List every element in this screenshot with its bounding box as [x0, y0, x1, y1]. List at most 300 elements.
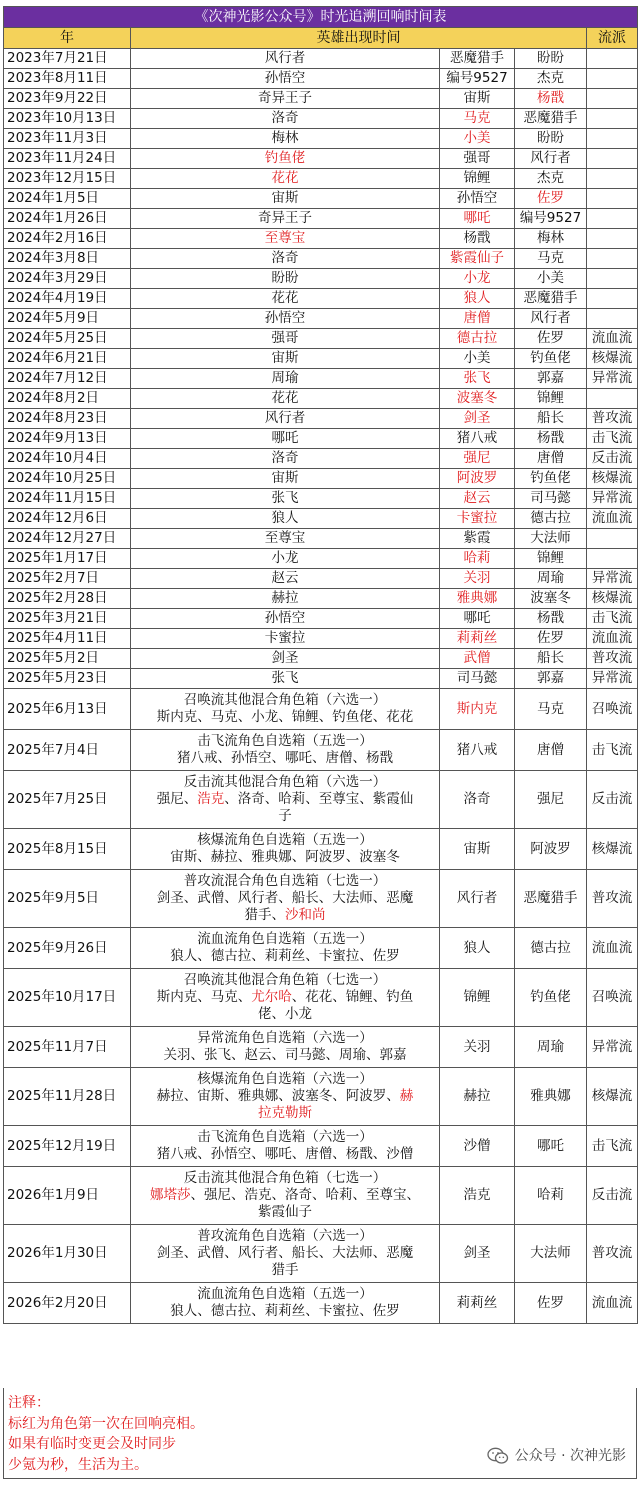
date-cell: 2025年3月21日 [4, 609, 131, 629]
date-cell: 2024年1月5日 [4, 189, 131, 209]
hero-primary-cell [131, 870, 440, 928]
hero-tertiary-cell [515, 429, 587, 449]
hero-secondary-cell [440, 349, 515, 369]
hero-tertiary-cell [515, 1167, 587, 1225]
cell-text: 杰克 [537, 70, 564, 86]
cell-text: 猎手 [271, 1262, 299, 1278]
hero-primary-cell [131, 829, 440, 870]
highlight-name: 唐僧 [463, 310, 491, 326]
hero-secondary-cell [440, 289, 515, 309]
hero-secondary-cell [440, 69, 515, 89]
cell-text: 杨戬 [537, 430, 564, 446]
cell-text: 梅林 [271, 130, 299, 146]
date-cell: 2023年11月24日 [4, 149, 131, 169]
hero-secondary-cell [440, 1126, 515, 1167]
hero-primary-cell [131, 389, 440, 409]
hero-tertiary-cell [515, 569, 587, 589]
style-cell: 核爆流 [587, 349, 638, 369]
highlight-name: 莉莉丝 [456, 630, 498, 646]
style-cell: 核爆流 [587, 1068, 638, 1126]
date-cell: 2025年6月13日 [4, 689, 131, 730]
date-cell: 2026年1月9日 [4, 1167, 131, 1225]
hero-tertiary-cell [515, 469, 587, 489]
cell-text: 、花花、锦鲤、钓鱼 [291, 989, 414, 1005]
date-cell: 2023年10月13日 [4, 109, 131, 129]
cell-text: 钓鱼佬 [530, 989, 571, 1005]
style-cell: 召唤流 [587, 689, 638, 730]
table-row [4, 529, 638, 549]
hero-primary-cell [131, 589, 440, 609]
hero-tertiary-cell [515, 169, 587, 189]
cell-text: 召唤流其他混合角色箱（七选一） [183, 972, 387, 988]
hero-primary-cell [131, 509, 440, 529]
table-row [4, 1068, 638, 1126]
style-cell [587, 49, 638, 69]
hero-tertiary-cell [515, 870, 587, 928]
style-cell: 异常流 [587, 489, 638, 509]
header-style: 流派 [587, 28, 638, 49]
cell-text: 击飞流角色自选箱（六选一） [197, 1129, 373, 1145]
cell-text: 阿波罗 [530, 840, 571, 857]
hero-secondary-cell [440, 549, 515, 569]
highlight-name: 雅典娜 [456, 590, 498, 606]
table-row [4, 969, 638, 1027]
highlight-name: 佐罗 [537, 190, 564, 206]
table-row [4, 489, 638, 509]
cell-text: 、洛奇、哈莉、至尊宝、紫霞仙 [224, 791, 414, 807]
date-cell: 2025年11月7日 [4, 1027, 131, 1068]
hero-primary-cell [131, 129, 440, 149]
date-cell: 2024年11月15日 [4, 489, 131, 509]
notes-box [3, 1388, 637, 1479]
cell-text: 紫霞仙子 [258, 1204, 312, 1220]
cell-text: 狼人、德古拉、莉莉丝、卡蜜拉、佐罗 [170, 1303, 400, 1319]
date-cell: 2025年1月17日 [4, 549, 131, 569]
cell-text: 反击流其他混合角色箱（六选一） [183, 774, 387, 790]
table-row [4, 669, 638, 689]
hero-primary-cell [131, 169, 440, 189]
highlight-name: 哈莉 [463, 550, 491, 566]
cell-text: 卡蜜拉 [264, 630, 306, 646]
cell-text: 郭嘉 [537, 370, 564, 386]
table-row [4, 109, 638, 129]
hero-secondary-cell [440, 389, 515, 409]
date-cell: 2024年12月6日 [4, 509, 131, 529]
hero-primary-cell [131, 969, 440, 1027]
table-row [4, 829, 638, 870]
cell-text: 赵云 [271, 570, 299, 586]
cell-text: 斯内克、马克、小龙、锦鲤、钓鱼佬、花花 [156, 709, 414, 725]
hero-primary-cell [131, 429, 440, 449]
hero-tertiary-cell [515, 730, 587, 771]
hero-primary-cell [131, 269, 440, 289]
hero-primary-cell [131, 309, 440, 329]
cell-text: 大法师 [530, 1245, 571, 1261]
hero-tertiary-cell [515, 1283, 587, 1324]
hero-primary-cell [131, 409, 440, 429]
hero-tertiary-cell [515, 69, 587, 89]
hero-secondary-cell [440, 870, 515, 928]
hero-tertiary-cell [515, 489, 587, 509]
cell-text: 反击流其他混合角色箱（七选一） [183, 1170, 387, 1186]
highlight-name: 强尼 [463, 450, 491, 466]
cell-text: 哪吒 [537, 1137, 564, 1154]
style-cell [587, 309, 638, 329]
date-cell: 2026年2月20日 [4, 1283, 131, 1324]
cell-text: 恶魔猎手 [523, 290, 578, 306]
date-cell: 2025年4月11日 [4, 629, 131, 649]
hero-primary-cell [131, 1126, 440, 1167]
cell-text: 编号9527 [446, 70, 508, 86]
date-cell: 2024年4月19日 [4, 289, 131, 309]
hero-secondary-cell [440, 569, 515, 589]
highlight-name: 赵云 [463, 490, 491, 506]
cell-text: 小美 [463, 350, 491, 366]
table-row [4, 409, 638, 429]
table-row [4, 269, 638, 289]
table-row [4, 189, 638, 209]
date-cell: 2025年7月25日 [4, 771, 131, 829]
cell-text: 洛奇 [271, 250, 299, 266]
cell-text: 、强尼、浩克、洛奇、哈莉、至尊宝、 [190, 1187, 420, 1203]
cell-text: 船长 [537, 650, 564, 666]
highlight-name: 哪吒 [463, 210, 491, 226]
hero-primary-cell [131, 489, 440, 509]
cell-text: 司马懿 [456, 670, 498, 686]
style-cell: 普攻流 [587, 870, 638, 928]
cell-text: 紫霞 [463, 530, 491, 546]
hero-tertiary-cell [515, 229, 587, 249]
cell-text: 张飞 [271, 490, 299, 506]
date-cell: 2024年8月2日 [4, 389, 131, 409]
hero-tertiary-cell [515, 109, 587, 129]
hero-primary-cell [131, 529, 440, 549]
date-cell: 2025年5月2日 [4, 649, 131, 669]
cell-text: 佐罗 [537, 330, 564, 346]
cell-text: 强哥 [463, 150, 491, 166]
hero-secondary-cell [440, 329, 515, 349]
date-cell: 2024年2月16日 [4, 229, 131, 249]
hero-secondary-cell [440, 309, 515, 329]
hero-secondary-cell [440, 149, 515, 169]
hero-secondary-cell [440, 829, 515, 870]
cell-text: 钓鱼佬 [530, 470, 571, 486]
hero-secondary-cell [440, 429, 515, 449]
cell-text: 宙斯 [271, 190, 299, 206]
hero-tertiary-cell [515, 89, 587, 109]
cell-text: 锦鲤 [537, 390, 564, 406]
cell-text: 宙斯 [463, 840, 491, 857]
cell-text: 花花 [271, 390, 299, 406]
hero-primary-cell [131, 649, 440, 669]
cell-text: 关羽、张飞、赵云、司马懿、周瑜、郭嘉 [163, 1047, 407, 1063]
cell-text: 波塞冬 [530, 590, 571, 606]
cell-text: 恶魔猎手 [450, 50, 504, 66]
table-row [4, 309, 638, 329]
cell-text: 召唤流其他混合角色箱（六选一） [183, 692, 387, 708]
date-cell: 2026年1月30日 [4, 1225, 131, 1283]
date-cell: 2023年8月11日 [4, 69, 131, 89]
hero-secondary-cell [440, 409, 515, 429]
hero-tertiary-cell [515, 771, 587, 829]
hero-secondary-cell [440, 509, 515, 529]
cell-text: 剑圣、武僧、风行者、船长、大法师、恶魔 [156, 1245, 414, 1261]
note-line: 注释： [8, 1395, 50, 1411]
header-heroes: 英雄出现时间 [131, 28, 587, 49]
cell-text: 德古拉 [530, 939, 571, 956]
hero-primary-cell [131, 49, 440, 69]
hero-secondary-cell [440, 649, 515, 669]
cell-text: 唐僧 [537, 741, 564, 758]
schedule-table [3, 6, 638, 1324]
table-row [4, 149, 638, 169]
table-row [4, 449, 638, 469]
hero-secondary-cell [440, 249, 515, 269]
cell-text: 钓鱼佬 [530, 350, 571, 366]
hero-tertiary-cell [515, 549, 587, 569]
date-cell: 2024年1月26日 [4, 209, 131, 229]
cell-text: 佬、小龙 [258, 1006, 312, 1022]
cell-text: 风行者 [530, 150, 571, 166]
cell-text: 赫拉 [463, 1088, 491, 1104]
cell-text: 宙斯、赫拉、雅典娜、阿波罗、波塞冬 [170, 849, 400, 865]
hero-secondary-cell [440, 49, 515, 69]
hero-tertiary-cell [515, 609, 587, 629]
hero-tertiary-cell [515, 969, 587, 1027]
hero-tertiary-cell [515, 209, 587, 229]
highlight-name: 阿波罗 [456, 470, 498, 486]
style-cell: 核爆流 [587, 829, 638, 870]
date-cell: 2023年11月3日 [4, 129, 131, 149]
cell-text: 宙斯 [271, 470, 299, 486]
hero-primary-cell [131, 329, 440, 349]
style-cell: 异常流 [587, 1027, 638, 1068]
date-cell: 2024年3月29日 [4, 269, 131, 289]
style-cell [587, 269, 638, 289]
highlight-name: 马克 [463, 110, 491, 126]
table-row [4, 289, 638, 309]
table-row [4, 689, 638, 730]
hero-tertiary-cell [515, 409, 587, 429]
date-cell: 2023年12月15日 [4, 169, 131, 189]
hero-primary-cell [131, 730, 440, 771]
highlight-name: 花花 [271, 170, 299, 186]
table-row [4, 649, 638, 669]
hero-secondary-cell [440, 669, 515, 689]
highlight-name: 赫 [399, 1088, 414, 1104]
note-line: 少氪为秒，生活为主。 [8, 1456, 148, 1473]
table-row [4, 1027, 638, 1068]
hero-tertiary-cell [515, 689, 587, 730]
cell-text: 普攻流角色自选箱（六选一） [197, 1228, 373, 1244]
style-cell [587, 389, 638, 409]
header-year: 年 [4, 28, 131, 49]
hero-tertiary-cell [515, 928, 587, 969]
hero-primary-cell [131, 109, 440, 129]
cell-text: 狼人 [271, 510, 299, 526]
hero-secondary-cell [440, 89, 515, 109]
highlight-name: 波塞冬 [456, 390, 498, 406]
cell-text: 杨戬 [537, 610, 564, 626]
table-row [4, 1283, 638, 1324]
table-row [4, 389, 638, 409]
cell-text: 德古拉 [530, 510, 571, 526]
hero-primary-cell [131, 469, 440, 489]
style-cell: 击飞流 [587, 730, 638, 771]
style-cell [587, 549, 638, 569]
table-row [4, 429, 638, 449]
hero-secondary-cell [440, 229, 515, 249]
hero-secondary-cell [440, 1167, 515, 1225]
cell-text: 锦鲤 [463, 989, 491, 1005]
style-cell: 流血流 [587, 329, 638, 349]
hero-secondary-cell [440, 689, 515, 730]
date-cell: 2024年6月21日 [4, 349, 131, 369]
cell-text: 核爆流角色自选箱（六选一） [197, 1071, 373, 1087]
hero-tertiary-cell [515, 289, 587, 309]
highlight-name: 拉克勒斯 [258, 1105, 312, 1121]
table-row [4, 129, 638, 149]
cell-text: 花花 [271, 290, 299, 306]
style-cell: 异常流 [587, 369, 638, 389]
highlight-name: 沙和尚 [285, 907, 326, 923]
hero-secondary-cell [440, 109, 515, 129]
cell-text: 佐罗 [537, 1294, 564, 1311]
table-row [4, 1167, 638, 1225]
hero-tertiary-cell [515, 829, 587, 870]
style-cell: 反击流 [587, 771, 638, 829]
cell-text: 猪八戒 [456, 430, 498, 446]
style-cell: 击飞流 [587, 429, 638, 449]
table-row [4, 589, 638, 609]
date-cell: 2023年7月21日 [4, 49, 131, 69]
hero-secondary-cell [440, 209, 515, 229]
cell-text: 风行者 [456, 890, 498, 906]
cell-text: 孙悟空 [264, 310, 306, 326]
table-row [4, 229, 638, 249]
cell-text: 风行者 [264, 410, 306, 426]
cell-text: 马克 [537, 700, 564, 717]
table-row [4, 509, 638, 529]
cell-text: 小美 [537, 270, 564, 286]
highlight-name: 斯内克 [456, 700, 498, 717]
cell-text: 关羽 [463, 1038, 491, 1055]
table-row [4, 1126, 638, 1167]
highlight-name: 浩克 [197, 791, 225, 807]
date-cell: 2025年2月7日 [4, 569, 131, 589]
table-row [4, 89, 638, 109]
table-row [4, 249, 638, 269]
style-cell: 普攻流 [587, 409, 638, 429]
style-cell: 击飞流 [587, 609, 638, 629]
cell-text: 剑圣 [271, 650, 299, 666]
cell-text: 流血流角色自选箱（五选一） [197, 931, 373, 947]
hero-primary-cell [131, 449, 440, 469]
cell-text: 大法师 [530, 530, 571, 546]
hero-tertiary-cell [515, 529, 587, 549]
cell-text: 盼盼 [271, 270, 299, 286]
style-cell [587, 249, 638, 269]
highlight-name: 关羽 [463, 570, 491, 586]
cell-text: 剑圣、武僧、风行者、船长、大法师、恶魔 [156, 890, 414, 906]
style-cell: 异常流 [587, 669, 638, 689]
hero-primary-cell [131, 209, 440, 229]
table-title: 《次神光影公众号》时光追溯回响时间表 [4, 7, 638, 28]
cell-text: 核爆流角色自选箱（五选一） [197, 832, 373, 848]
highlight-name: 尤尔哈 [251, 989, 292, 1005]
date-cell: 2025年12月19日 [4, 1126, 131, 1167]
cell-text: 郭嘉 [537, 670, 564, 686]
cell-text: 杰克 [537, 170, 564, 186]
cell-text: 锦鲤 [463, 170, 491, 186]
table-row [4, 549, 638, 569]
date-cell: 2024年5月9日 [4, 309, 131, 329]
cell-text: 哪吒 [463, 610, 491, 626]
hero-primary-cell [131, 1027, 440, 1068]
table-row [4, 329, 638, 349]
schedule-rows [4, 49, 638, 1324]
table-row [4, 730, 638, 771]
date-cell: 2025年11月28日 [4, 1068, 131, 1126]
hero-tertiary-cell [515, 1126, 587, 1167]
cell-text: 风行者 [264, 50, 306, 66]
hero-primary-cell [131, 349, 440, 369]
cell-text: 莉莉丝 [456, 1294, 498, 1311]
date-cell: 2025年9月26日 [4, 928, 131, 969]
hero-secondary-cell [440, 129, 515, 149]
cell-text: 洛奇 [463, 791, 491, 807]
hero-tertiary-cell [515, 509, 587, 529]
date-cell: 2024年9月13日 [4, 429, 131, 449]
table-row [4, 169, 638, 189]
table-row [4, 870, 638, 928]
style-cell: 普攻流 [587, 1225, 638, 1283]
hero-tertiary-cell [515, 189, 587, 209]
cell-text: 洛奇 [271, 450, 299, 466]
hero-tertiary-cell [515, 49, 587, 69]
cell-text: 小龙 [271, 550, 299, 566]
hero-secondary-cell [440, 449, 515, 469]
highlight-name: 钓鱼佬 [264, 150, 306, 166]
cell-text: 盼盼 [537, 50, 564, 66]
schedule-sheet [3, 6, 637, 1473]
hero-secondary-cell [440, 629, 515, 649]
hero-secondary-cell [440, 609, 515, 629]
table-row [4, 209, 638, 229]
hero-secondary-cell [440, 1283, 515, 1324]
hero-tertiary-cell [515, 449, 587, 469]
hero-primary-cell [131, 1167, 440, 1225]
cell-text: 编号9527 [519, 210, 582, 226]
date-cell: 2025年5月23日 [4, 669, 131, 689]
date-cell: 2024年7月12日 [4, 369, 131, 389]
watermark [487, 1446, 626, 1467]
hero-tertiary-cell [515, 369, 587, 389]
hero-secondary-cell [440, 529, 515, 549]
wechat-icon [487, 1447, 509, 1465]
hero-primary-cell [131, 771, 440, 829]
style-cell [587, 209, 638, 229]
hero-secondary-cell [440, 1027, 515, 1068]
date-cell: 2023年9月22日 [4, 89, 131, 109]
cell-text: 盼盼 [537, 130, 564, 146]
style-cell: 反击流 [587, 449, 638, 469]
cell-text: 张飞 [271, 670, 299, 686]
cell-text: 至尊宝 [264, 530, 306, 546]
hero-tertiary-cell [515, 349, 587, 369]
hero-tertiary-cell [515, 249, 587, 269]
cell-text: 猪八戒 [456, 741, 498, 758]
